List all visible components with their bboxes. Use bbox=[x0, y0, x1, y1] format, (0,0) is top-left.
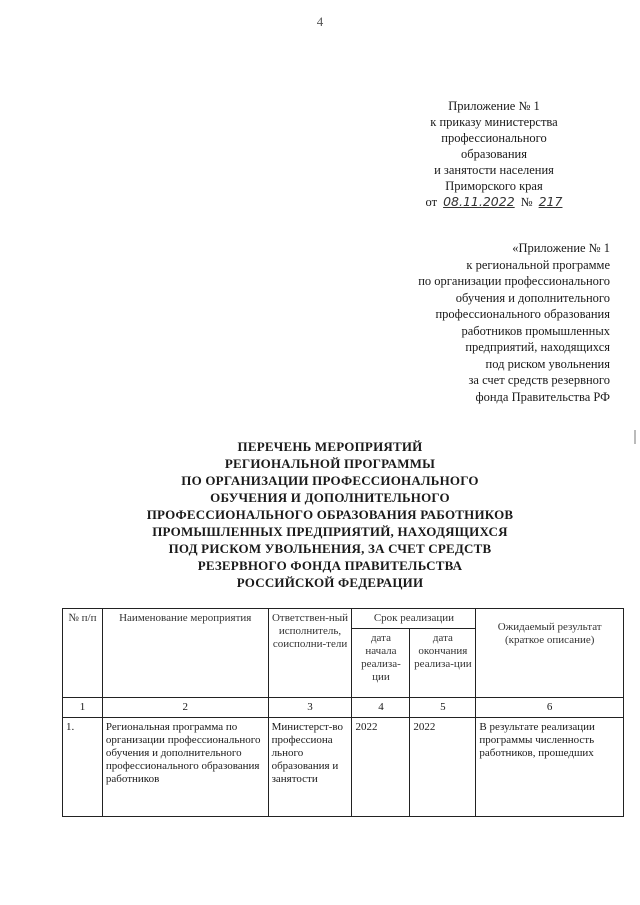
title-line: ПРОФЕССИОНАЛЬНОГО ОБРАЗОВАНИЯ РАБОТНИКОВ bbox=[146, 507, 514, 522]
annex-line: к региональной программе bbox=[466, 257, 610, 272]
title-line: ПРОМЫШЛЕННЫХ ПРЕДПРИЯТИЙ, НАХОДЯЩИХСЯ bbox=[152, 524, 508, 539]
annex-line: под риском увольнения bbox=[485, 356, 610, 371]
cell-result: В результате реализации программы численность работников, прошедших bbox=[476, 718, 624, 817]
header-result: Ожидаемый результат (краткое описание) bbox=[476, 609, 624, 698]
header-name: Наименование мероприятия bbox=[102, 609, 268, 698]
annex-line: по организации профессионального bbox=[418, 274, 610, 288]
appendix-line: образования bbox=[461, 147, 527, 161]
title-line: ПО ОРГАНИЗАЦИИ ПРОФЕССИОНАЛЬНОГО bbox=[181, 473, 479, 488]
cell-num: 1. bbox=[63, 718, 103, 817]
appendix-line: и занятости населения bbox=[434, 163, 554, 177]
title-line: ОБУЧЕНИЯ И ДОПОЛНИТЕЛЬНОГО bbox=[210, 490, 450, 505]
page-number: 4 bbox=[316, 14, 324, 29]
header-period: Срок реализации bbox=[352, 609, 476, 629]
measures-table bbox=[62, 608, 624, 817]
appendix-line: Приложение № 1 bbox=[448, 99, 540, 113]
from-label: от bbox=[425, 195, 438, 209]
annex-block bbox=[350, 240, 610, 405]
title-line: РЕГИОНАЛЬНОЙ ПРОГРАММЫ bbox=[224, 456, 436, 471]
column-number-row bbox=[63, 698, 624, 718]
annex-line: за счет средств резервного bbox=[468, 373, 610, 387]
cell-start: 2022 bbox=[352, 718, 410, 817]
column-number: 4 bbox=[352, 698, 410, 718]
column-number: 5 bbox=[410, 698, 476, 718]
annex-line: профессионального образования bbox=[435, 307, 610, 321]
header-num: № п/п bbox=[63, 609, 103, 698]
order-date: 08.11.2022 bbox=[443, 194, 515, 209]
title-line: ПОД РИСКОМ УВОЛЬНЕНИЯ, ЗА СЧЕТ СРЕДСТВ bbox=[168, 541, 492, 556]
table-row bbox=[63, 718, 624, 817]
order-number: 217 bbox=[538, 194, 563, 209]
cell-responsible: Министерст-во профессиона льного образования и занятости bbox=[268, 718, 352, 817]
title-line: РОССИЙСКОЙ ФЕДЕРАЦИИ bbox=[236, 575, 424, 590]
annex-line: предприятий, находящихся bbox=[465, 340, 610, 354]
column-number: 2 bbox=[102, 698, 268, 718]
cell-name: Региональная программа по организации профессионального обучения и дополнительного профессионального образования работников bbox=[102, 718, 268, 817]
order-reference bbox=[394, 194, 594, 210]
column-number: 6 bbox=[476, 698, 624, 718]
annex-line: работников промышленных bbox=[461, 323, 610, 338]
title-line: ПЕРЕЧЕНЬ МЕРОПРИЯТИЙ bbox=[237, 439, 423, 454]
appendix-line: Приморского края bbox=[445, 179, 543, 193]
scan-artifact bbox=[634, 430, 636, 444]
header-row bbox=[63, 609, 624, 629]
header-responsible: Ответствен-ный исполнитель, соисполни-тели bbox=[268, 609, 352, 698]
annex-line: фонда Правительства РФ bbox=[475, 389, 610, 404]
cell-end: 2022 bbox=[410, 718, 476, 817]
annex-line: обучения и дополнительного bbox=[455, 290, 610, 305]
number-label: № bbox=[520, 195, 533, 209]
header-end: дата окончания реализа-ции bbox=[410, 629, 476, 698]
annex-line: «Приложение № 1 bbox=[512, 241, 610, 255]
title-line: РЕЗЕРВНОГО ФОНДА ПРАВИТЕЛЬСТВА bbox=[197, 558, 463, 573]
appendix-line: профессионального bbox=[441, 131, 547, 145]
column-number: 1 bbox=[63, 698, 103, 718]
document-title bbox=[95, 438, 565, 591]
header-start: дата начала реализа-ции bbox=[352, 629, 410, 698]
appendix-block bbox=[394, 98, 594, 210]
appendix-line: к приказу министерства bbox=[430, 115, 558, 129]
column-number: 3 bbox=[268, 698, 352, 718]
